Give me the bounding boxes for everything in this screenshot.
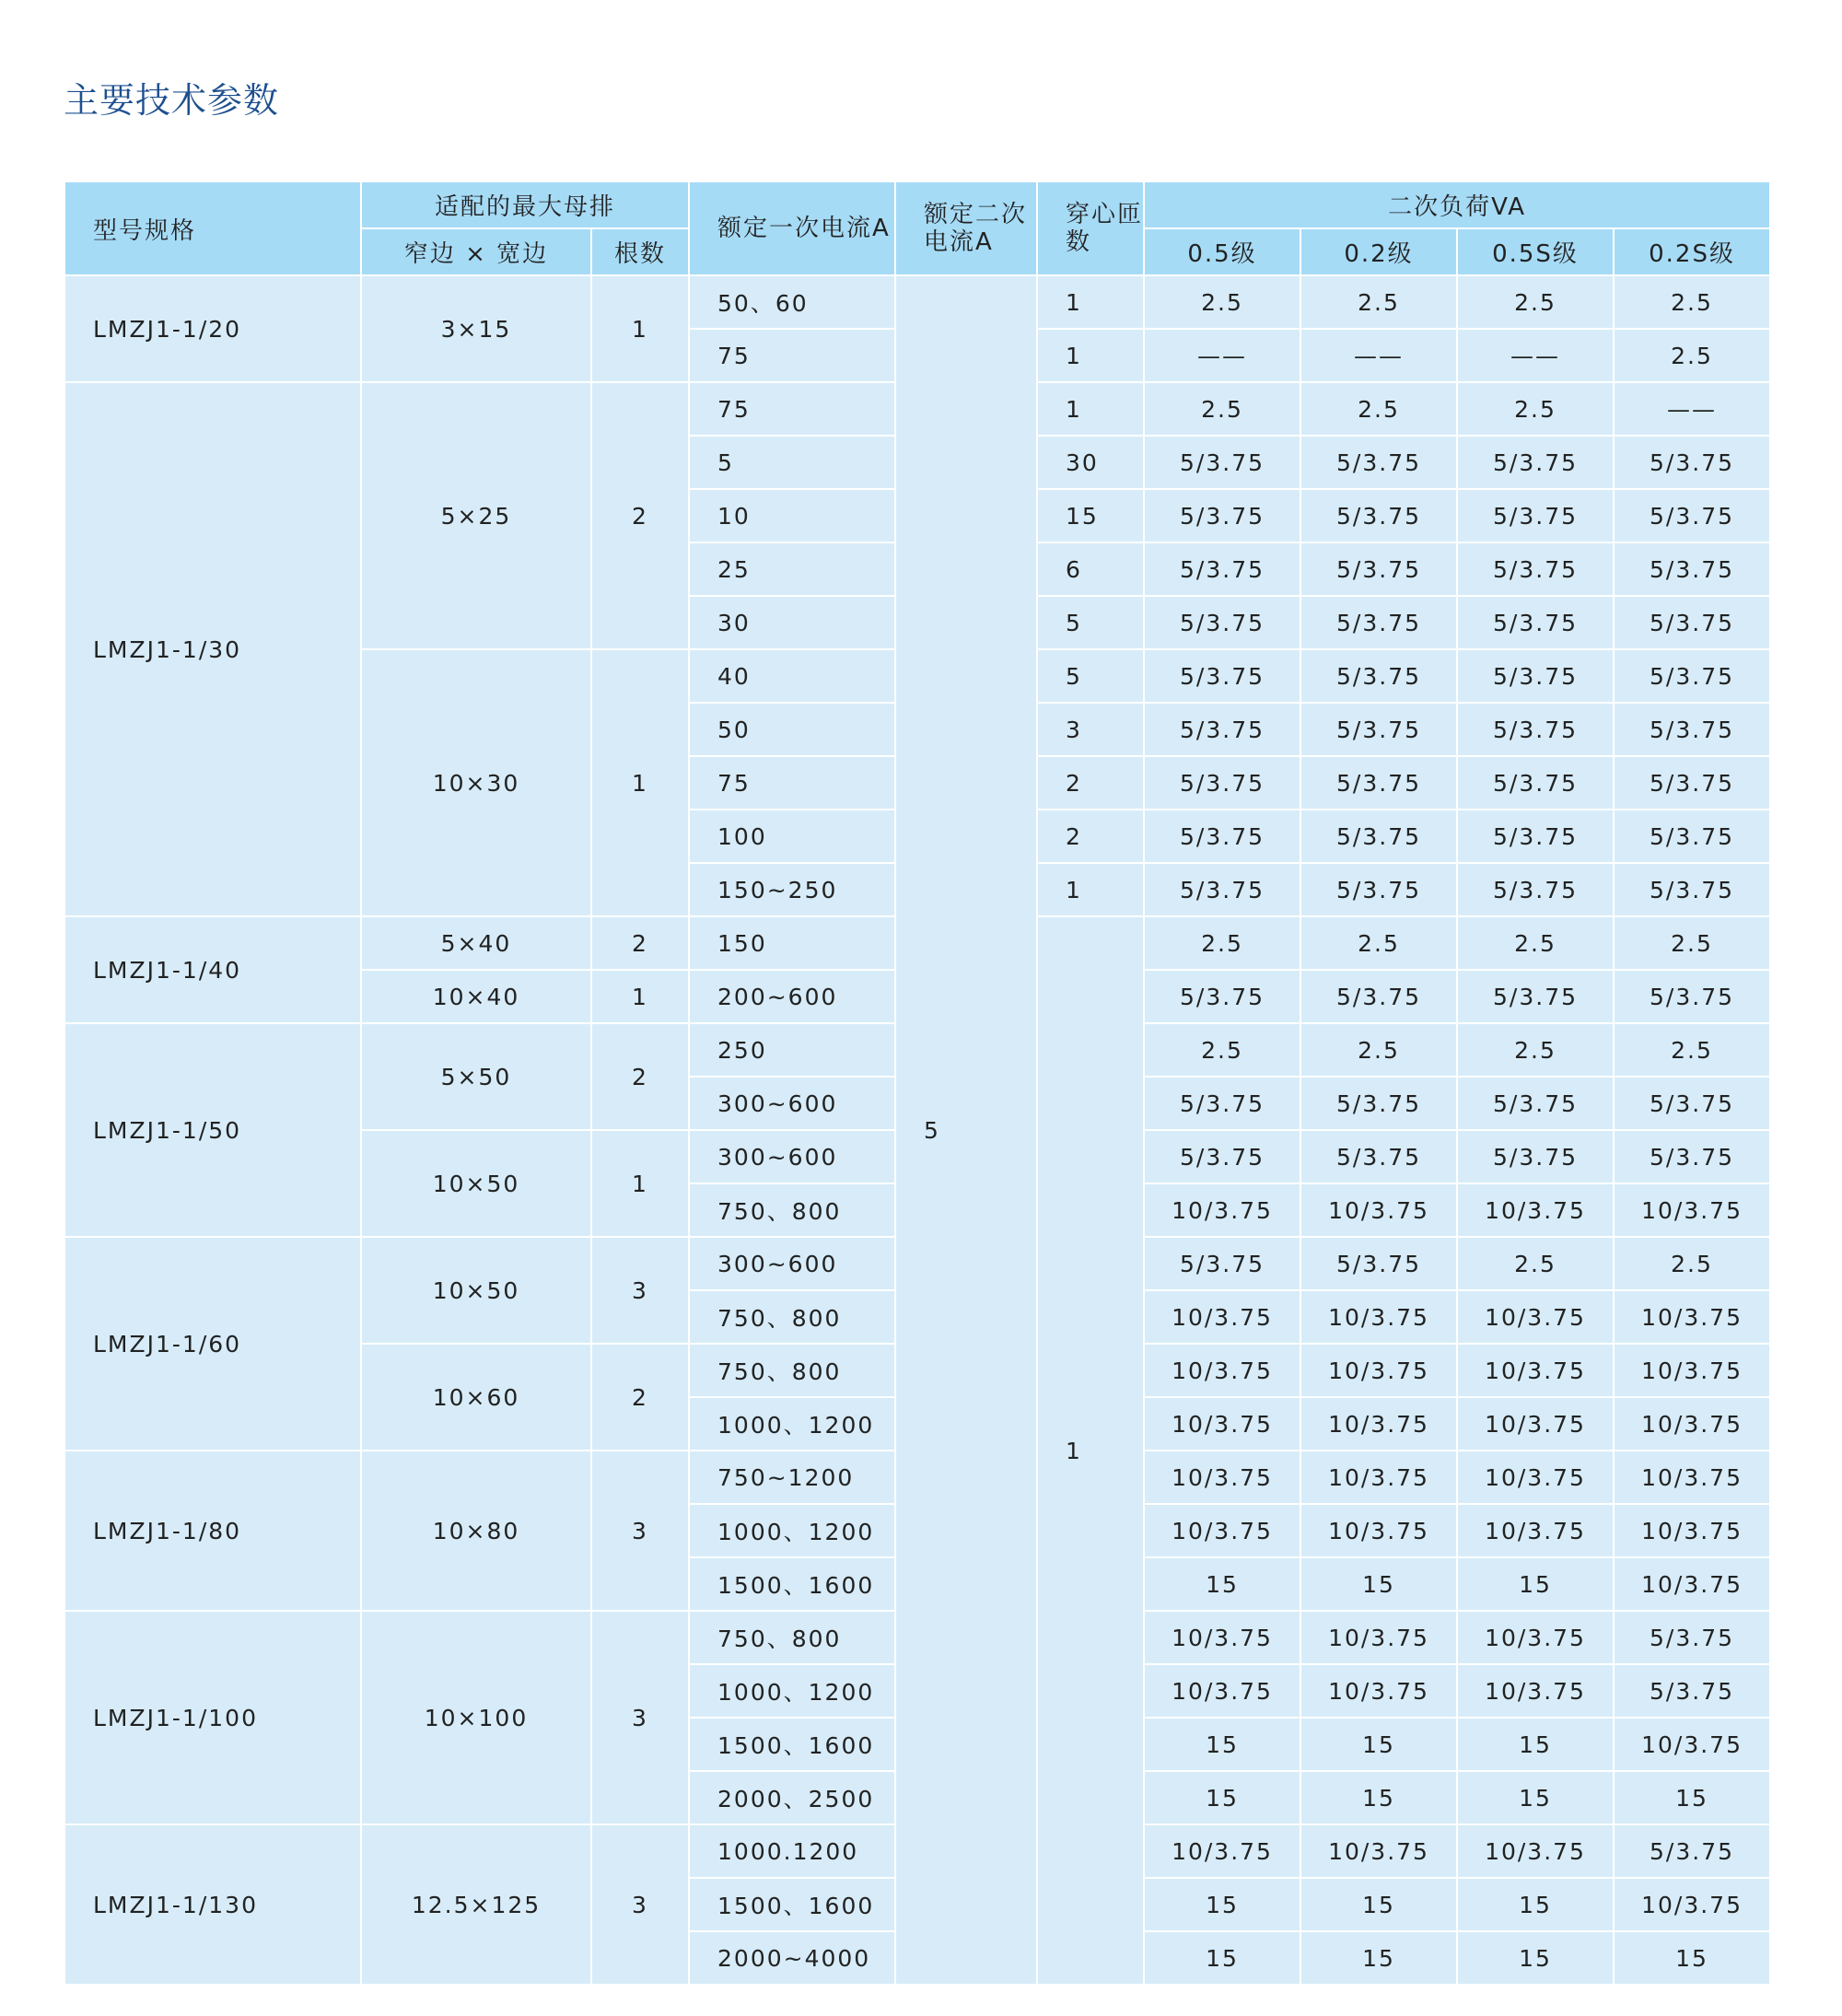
load-05s-cell: 5/3.75 [1457,542,1614,596]
load-02s-cell: 2.5 [1614,1023,1770,1077]
primary-current-cell: 150~250 [689,863,895,916]
busbar-count-cell: 2 [591,916,689,970]
load-02s-cell: 5/3.75 [1614,970,1770,1023]
model-cell: LMZJ1-1/30 [64,382,361,916]
load-02s-cell: 5/3.75 [1614,489,1770,542]
turns-cell: 5 [1037,649,1144,703]
turns-cell: 1 [1037,863,1144,916]
load-02s-cell: 10/3.75 [1614,1290,1770,1344]
load-05s-cell: 15 [1457,1771,1614,1824]
load-02s-cell: 2.5 [1614,275,1770,329]
turns-cell: 1 [1037,329,1144,382]
load-05s-cell: 10/3.75 [1457,1290,1614,1344]
load-05s-cell: 5/3.75 [1457,810,1614,863]
model-cell: LMZJ1-1/130 [64,1824,361,1985]
load-05-cell: 10/3.75 [1144,1290,1300,1344]
busbar-size-cell: 5×40 [361,916,591,970]
load-05s-cell: 10/3.75 [1457,1664,1614,1718]
load-05-cell: 5/3.75 [1144,703,1300,756]
model-cell: LMZJ1-1/80 [64,1451,361,1611]
turns-cell: 3 [1037,703,1144,756]
header-secondary-current: 额定二次电流A [895,181,1037,275]
load-02-cell: 5/3.75 [1300,1077,1457,1130]
header-busbar-count: 根数 [591,228,689,275]
load-02s-cell: 15 [1614,1931,1770,1985]
primary-current-cell: 25 [689,542,895,596]
busbar-size-cell: 5×25 [361,382,591,649]
load-02s-cell: 5/3.75 [1614,1130,1770,1183]
load-02s-cell: 10/3.75 [1614,1878,1770,1931]
header-load: 二次负荷VA [1144,181,1770,228]
busbar-size-cell: 12.5×125 [361,1824,591,1985]
model-cell: LMZJ1-1/60 [64,1237,361,1451]
load-02s-cell: 2.5 [1614,916,1770,970]
busbar-size-cell: 10×40 [361,970,591,1023]
busbar-count-cell: 3 [591,1237,689,1344]
load-02s-cell: 2.5 [1614,1237,1770,1290]
load-05s-cell: 10/3.75 [1457,1397,1614,1451]
load-02-cell: 10/3.75 [1300,1183,1457,1237]
load-02s-cell: 5/3.75 [1614,1611,1770,1664]
load-02-cell: 5/3.75 [1300,970,1457,1023]
load-05-cell: 10/3.75 [1144,1664,1300,1718]
load-02-cell: 10/3.75 [1300,1824,1457,1878]
model-cell: LMZJ1-1/100 [64,1611,361,1824]
load-02-cell: 10/3.75 [1300,1451,1457,1504]
load-02-cell: 10/3.75 [1300,1290,1457,1344]
primary-current-cell: 50、60 [689,275,895,329]
load-02s-cell: 5/3.75 [1614,810,1770,863]
load-05-cell: 15 [1144,1718,1300,1771]
load-02-cell: 5/3.75 [1300,542,1457,596]
load-02-cell: 15 [1300,1878,1457,1931]
load-05-cell: 5/3.75 [1144,489,1300,542]
load-02-cell: 5/3.75 [1300,436,1457,489]
primary-current-cell: 1000、1200 [689,1504,895,1557]
header-class-05s: 0.5S级 [1457,228,1614,275]
load-05-cell: 10/3.75 [1144,1183,1300,1237]
load-05s-cell: 10/3.75 [1457,1504,1614,1557]
primary-current-cell: 75 [689,382,895,436]
primary-current-cell: 750、800 [689,1183,895,1237]
table-row [64,275,1770,329]
load-05s-cell: 2.5 [1457,916,1614,970]
load-05-cell: 5/3.75 [1144,596,1300,649]
load-05-cell: 2.5 [1144,916,1300,970]
load-02-cell: 10/3.75 [1300,1611,1457,1664]
load-02-cell: 5/3.75 [1300,810,1457,863]
primary-current-cell: 750、800 [689,1611,895,1664]
busbar-size-cell: 10×60 [361,1344,591,1451]
load-02-cell: 5/3.75 [1300,756,1457,810]
load-05s-cell: 5/3.75 [1457,863,1614,916]
primary-current-cell: 50 [689,703,895,756]
model-cell: LMZJ1-1/40 [64,916,361,1023]
load-05s-cell: 10/3.75 [1457,1344,1614,1397]
load-05-cell: 5/3.75 [1144,649,1300,703]
load-02-cell: 2.5 [1300,1023,1457,1077]
turns-cell: 1 [1037,382,1144,436]
header-busbar: 适配的最大母排 [361,181,689,228]
load-05s-cell: 5/3.75 [1457,970,1614,1023]
load-05-cell: 15 [1144,1557,1300,1611]
load-02s-cell: 5/3.75 [1614,649,1770,703]
load-02s-cell: 10/3.75 [1614,1504,1770,1557]
load-05s-cell: 10/3.75 [1457,1451,1614,1504]
load-05-cell: 5/3.75 [1144,542,1300,596]
primary-current-cell: 1000.1200 [689,1824,895,1878]
turns-cell: 15 [1037,489,1144,542]
load-02s-cell: 10/3.75 [1614,1557,1770,1611]
load-05s-cell: 5/3.75 [1457,649,1614,703]
primary-current-cell: 2000、2500 [689,1771,895,1824]
header-model: 型号规格 [64,181,361,275]
primary-current-cell: 150 [689,916,895,970]
load-02s-cell: 5/3.75 [1614,756,1770,810]
load-05-cell: 5/3.75 [1144,756,1300,810]
model-cell: LMZJ1-1/50 [64,1023,361,1237]
load-02s-cell: 5/3.75 [1614,1664,1770,1718]
load-05-cell: 10/3.75 [1144,1824,1300,1878]
load-02-cell: 5/3.75 [1300,863,1457,916]
load-02s-cell: —— [1614,382,1770,436]
header-primary-current: 额定一次电流A [689,181,895,275]
load-05s-cell: 5/3.75 [1457,756,1614,810]
load-05-cell: 5/3.75 [1144,970,1300,1023]
busbar-count-cell: 2 [591,1344,689,1451]
turns-cell: 30 [1037,436,1144,489]
load-05-cell: 2.5 [1144,275,1300,329]
busbar-count-cell: 1 [591,649,689,916]
load-02-cell: 2.5 [1300,275,1457,329]
load-05s-cell: 15 [1457,1878,1614,1931]
turns-cell: 2 [1037,756,1144,810]
header-class-02s: 0.2S级 [1614,228,1770,275]
busbar-count-cell: 1 [591,970,689,1023]
primary-current-cell: 100 [689,810,895,863]
busbar-size-cell: 10×30 [361,649,591,916]
load-05s-cell: 10/3.75 [1457,1611,1614,1664]
load-02-cell: 15 [1300,1557,1457,1611]
load-05s-cell: 15 [1457,1718,1614,1771]
header-class-05: 0.5级 [1144,228,1300,275]
load-05s-cell: 5/3.75 [1457,1130,1614,1183]
load-02-cell: 5/3.75 [1300,596,1457,649]
load-05-cell: 5/3.75 [1144,1077,1300,1130]
load-02-cell: 10/3.75 [1300,1344,1457,1397]
load-02s-cell: 5/3.75 [1614,703,1770,756]
primary-current-cell: 1500、1600 [689,1557,895,1611]
primary-current-cell: 40 [689,649,895,703]
busbar-count-cell: 3 [591,1824,689,1985]
load-02s-cell: 5/3.75 [1614,1824,1770,1878]
load-02-cell: 15 [1300,1931,1457,1985]
load-05s-cell: 5/3.75 [1457,596,1614,649]
load-05-cell: 2.5 [1144,1023,1300,1077]
load-02s-cell: 5/3.75 [1614,863,1770,916]
primary-current-cell: 1000、1200 [689,1397,895,1451]
load-05s-cell: 10/3.75 [1457,1824,1614,1878]
busbar-count-cell: 1 [591,275,689,382]
load-05-cell: 15 [1144,1878,1300,1931]
load-05s-cell: 5/3.75 [1457,489,1614,542]
load-02-cell: 15 [1300,1718,1457,1771]
primary-current-cell: 200~600 [689,970,895,1023]
busbar-size-cell: 5×50 [361,1023,591,1130]
load-02s-cell: 15 [1614,1771,1770,1824]
load-05-cell: 10/3.75 [1144,1451,1300,1504]
header-turns: 穿心匝数 [1037,181,1144,275]
busbar-size-cell: 3×15 [361,275,591,382]
load-05-cell: 5/3.75 [1144,1237,1300,1290]
load-05-cell: 5/3.75 [1144,863,1300,916]
page-title: 主要技术参数 [64,80,280,121]
primary-current-cell: 750、800 [689,1290,895,1344]
load-05-cell: 10/3.75 [1144,1344,1300,1397]
load-05-cell: 5/3.75 [1144,436,1300,489]
load-05-cell: 10/3.75 [1144,1504,1300,1557]
primary-current-cell: 300~600 [689,1077,895,1130]
load-05s-cell: 15 [1457,1557,1614,1611]
busbar-count-cell: 2 [591,382,689,649]
busbar-count-cell: 3 [591,1611,689,1824]
busbar-size-cell: 10×80 [361,1451,591,1611]
busbar-count-cell: 3 [591,1451,689,1611]
primary-current-cell: 1000、1200 [689,1664,895,1718]
load-05-cell: 15 [1144,1931,1300,1985]
load-05s-cell: 10/3.75 [1457,1183,1614,1237]
busbar-size-cell: 10×50 [361,1237,591,1344]
load-05s-cell: 2.5 [1457,1237,1614,1290]
primary-current-cell: 750~1200 [689,1451,895,1504]
primary-current-cell: 2000~4000 [689,1931,895,1985]
load-02-cell: 5/3.75 [1300,703,1457,756]
turns-cell: 1 [1037,275,1144,329]
load-02-cell: 10/3.75 [1300,1397,1457,1451]
turns-cell: 2 [1037,810,1144,863]
load-02s-cell: 5/3.75 [1614,542,1770,596]
load-05-cell: 2.5 [1144,382,1300,436]
primary-current-cell: 10 [689,489,895,542]
load-05s-cell: 2.5 [1457,1023,1614,1077]
load-05-cell: 5/3.75 [1144,810,1300,863]
primary-current-cell: 5 [689,436,895,489]
load-02-cell: 2.5 [1300,916,1457,970]
load-05-cell: 5/3.75 [1144,1130,1300,1183]
turns-cell: 6 [1037,542,1144,596]
load-05-cell: —— [1144,329,1300,382]
load-02s-cell: 5/3.75 [1614,1077,1770,1130]
load-02s-cell: 10/3.75 [1614,1718,1770,1771]
load-02-cell: 10/3.75 [1300,1664,1457,1718]
load-05s-cell: 5/3.75 [1457,1077,1614,1130]
primary-current-cell: 300~600 [689,1130,895,1183]
load-05s-cell: 2.5 [1457,275,1614,329]
busbar-size-cell: 10×100 [361,1611,591,1824]
primary-current-cell: 75 [689,756,895,810]
load-05-cell: 15 [1144,1771,1300,1824]
load-02-cell: 5/3.75 [1300,489,1457,542]
primary-current-cell: 1500、1600 [689,1878,895,1931]
busbar-count-cell: 2 [591,1023,689,1130]
load-05s-cell: 5/3.75 [1457,436,1614,489]
load-02-cell: 15 [1300,1771,1457,1824]
load-02-cell: 10/3.75 [1300,1504,1457,1557]
load-02s-cell: 10/3.75 [1614,1397,1770,1451]
turns-cell: 1 [1037,916,1144,1985]
load-02-cell: 2.5 [1300,382,1457,436]
secondary-current-cell: 5 [895,275,1037,1985]
turns-cell: 5 [1037,596,1144,649]
header-class-02: 0.2级 [1300,228,1457,275]
load-02-cell: —— [1300,329,1457,382]
load-02-cell: 5/3.75 [1300,1237,1457,1290]
primary-current-cell: 250 [689,1023,895,1077]
primary-current-cell: 30 [689,596,895,649]
load-05-cell: 10/3.75 [1144,1611,1300,1664]
load-05s-cell: 2.5 [1457,382,1614,436]
load-02-cell: 5/3.75 [1300,649,1457,703]
table-body [64,275,1770,1985]
spec-table [64,181,1771,1986]
load-02s-cell: 10/3.75 [1614,1451,1770,1504]
primary-current-cell: 750、800 [689,1344,895,1397]
primary-current-cell: 300~600 [689,1237,895,1290]
load-02s-cell: 5/3.75 [1614,596,1770,649]
load-02s-cell: 2.5 [1614,329,1770,382]
primary-current-cell: 1500、1600 [689,1718,895,1771]
table-header [64,181,1770,275]
load-02s-cell: 10/3.75 [1614,1183,1770,1237]
load-02s-cell: 5/3.75 [1614,436,1770,489]
busbar-size-cell: 10×50 [361,1130,591,1237]
primary-current-cell: 75 [689,329,895,382]
model-cell: LMZJ1-1/20 [64,275,361,382]
load-05s-cell: —— [1457,329,1614,382]
load-02-cell: 5/3.75 [1300,1130,1457,1183]
load-05s-cell: 5/3.75 [1457,703,1614,756]
load-05-cell: 10/3.75 [1144,1397,1300,1451]
header-busbar-size: 窄边 × 宽边 [361,228,591,275]
busbar-count-cell: 1 [591,1130,689,1237]
load-05s-cell: 15 [1457,1931,1614,1985]
load-02s-cell: 10/3.75 [1614,1344,1770,1397]
